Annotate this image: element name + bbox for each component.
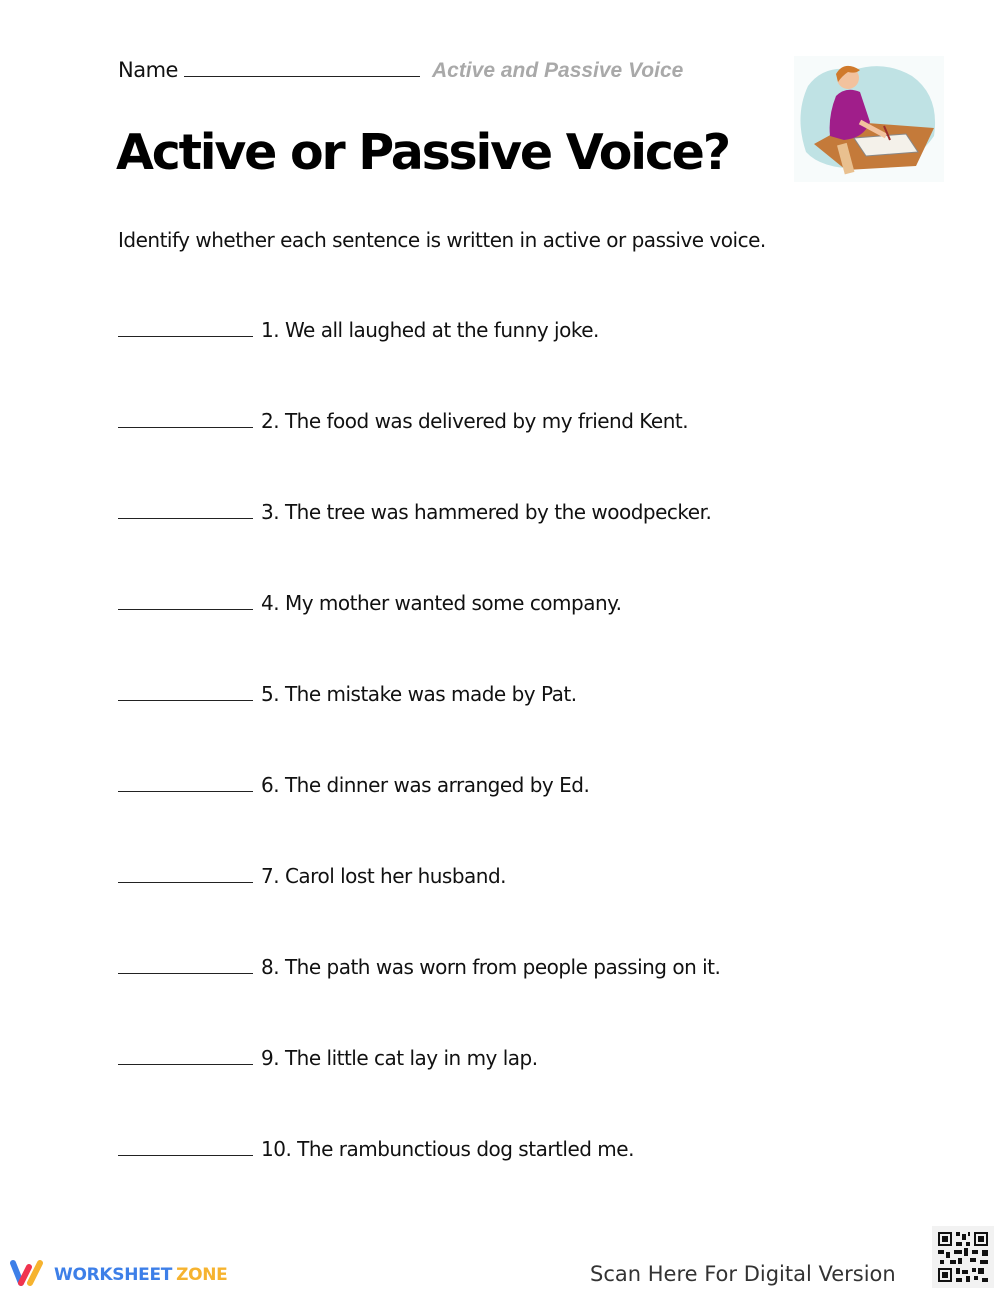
question-item xyxy=(118,1137,634,1161)
question-number: 7. xyxy=(261,864,280,888)
question-item xyxy=(118,500,711,524)
worksheet-subtitle: Active and Passive Voice xyxy=(431,59,684,82)
answer-blank[interactable] xyxy=(118,318,253,337)
question-item xyxy=(118,591,622,615)
question-number: 6. xyxy=(261,773,280,797)
question-text: The mistake was made by Pat. xyxy=(284,682,577,706)
question-item xyxy=(118,409,688,433)
question-number: 10. xyxy=(261,1137,292,1161)
worksheet-zone-logo[interactable] xyxy=(8,1258,227,1292)
answer-blank[interactable] xyxy=(118,682,253,701)
question-number: 9. xyxy=(261,1046,280,1070)
brand-name: WORKSHEET ZONE xyxy=(54,1265,228,1285)
answer-blank[interactable] xyxy=(118,773,253,792)
question-item xyxy=(118,955,720,979)
scan-text: Scan Here For Digital Version xyxy=(590,1262,896,1286)
answer-blank[interactable] xyxy=(118,955,253,974)
question-item xyxy=(118,1046,538,1070)
instructions: Identify whether each sentence is written in active or passive voice. xyxy=(118,228,766,252)
answer-blank[interactable] xyxy=(118,500,253,519)
answer-blank[interactable] xyxy=(118,591,253,610)
answer-blank[interactable] xyxy=(118,1137,253,1156)
question-number: 4. xyxy=(261,591,280,615)
name-row xyxy=(118,58,683,90)
worksheet-zone-logo-icon xyxy=(8,1258,48,1292)
question-text: The tree was hammered by the woodpecker. xyxy=(284,500,712,524)
question-item xyxy=(118,682,577,706)
question-text: The path was worn from people passing on it. xyxy=(284,955,721,979)
answer-blank[interactable] xyxy=(118,864,253,883)
question-number: 3. xyxy=(261,500,280,524)
question-text: My mother wanted some company. xyxy=(284,591,622,615)
qr-code-icon[interactable] xyxy=(932,1226,994,1288)
question-item xyxy=(118,864,506,888)
question-number: 8. xyxy=(261,955,280,979)
question-number: 1. xyxy=(261,318,280,342)
question-text: The food was delivered by my friend Kent. xyxy=(284,409,689,433)
answer-blank[interactable] xyxy=(118,409,253,428)
student-writing-illustration-icon xyxy=(794,56,944,182)
answer-blank[interactable] xyxy=(118,1046,253,1065)
question-number: 5. xyxy=(261,682,280,706)
question-text: The dinner was arranged by Ed. xyxy=(284,773,590,797)
name-label: Name xyxy=(118,58,178,82)
question-text: Carol lost her husband. xyxy=(284,864,507,888)
question-item xyxy=(118,773,589,797)
question-text: The rambunctious dog startled me. xyxy=(297,1137,634,1161)
question-text: We all laughed at the funny joke. xyxy=(284,318,599,342)
question-number: 2. xyxy=(261,409,280,433)
page-title: Active or Passive Voice? xyxy=(116,124,729,181)
question-text: The little cat lay in my lap. xyxy=(284,1046,538,1070)
name-field[interactable] xyxy=(184,58,420,77)
question-item xyxy=(118,318,599,342)
